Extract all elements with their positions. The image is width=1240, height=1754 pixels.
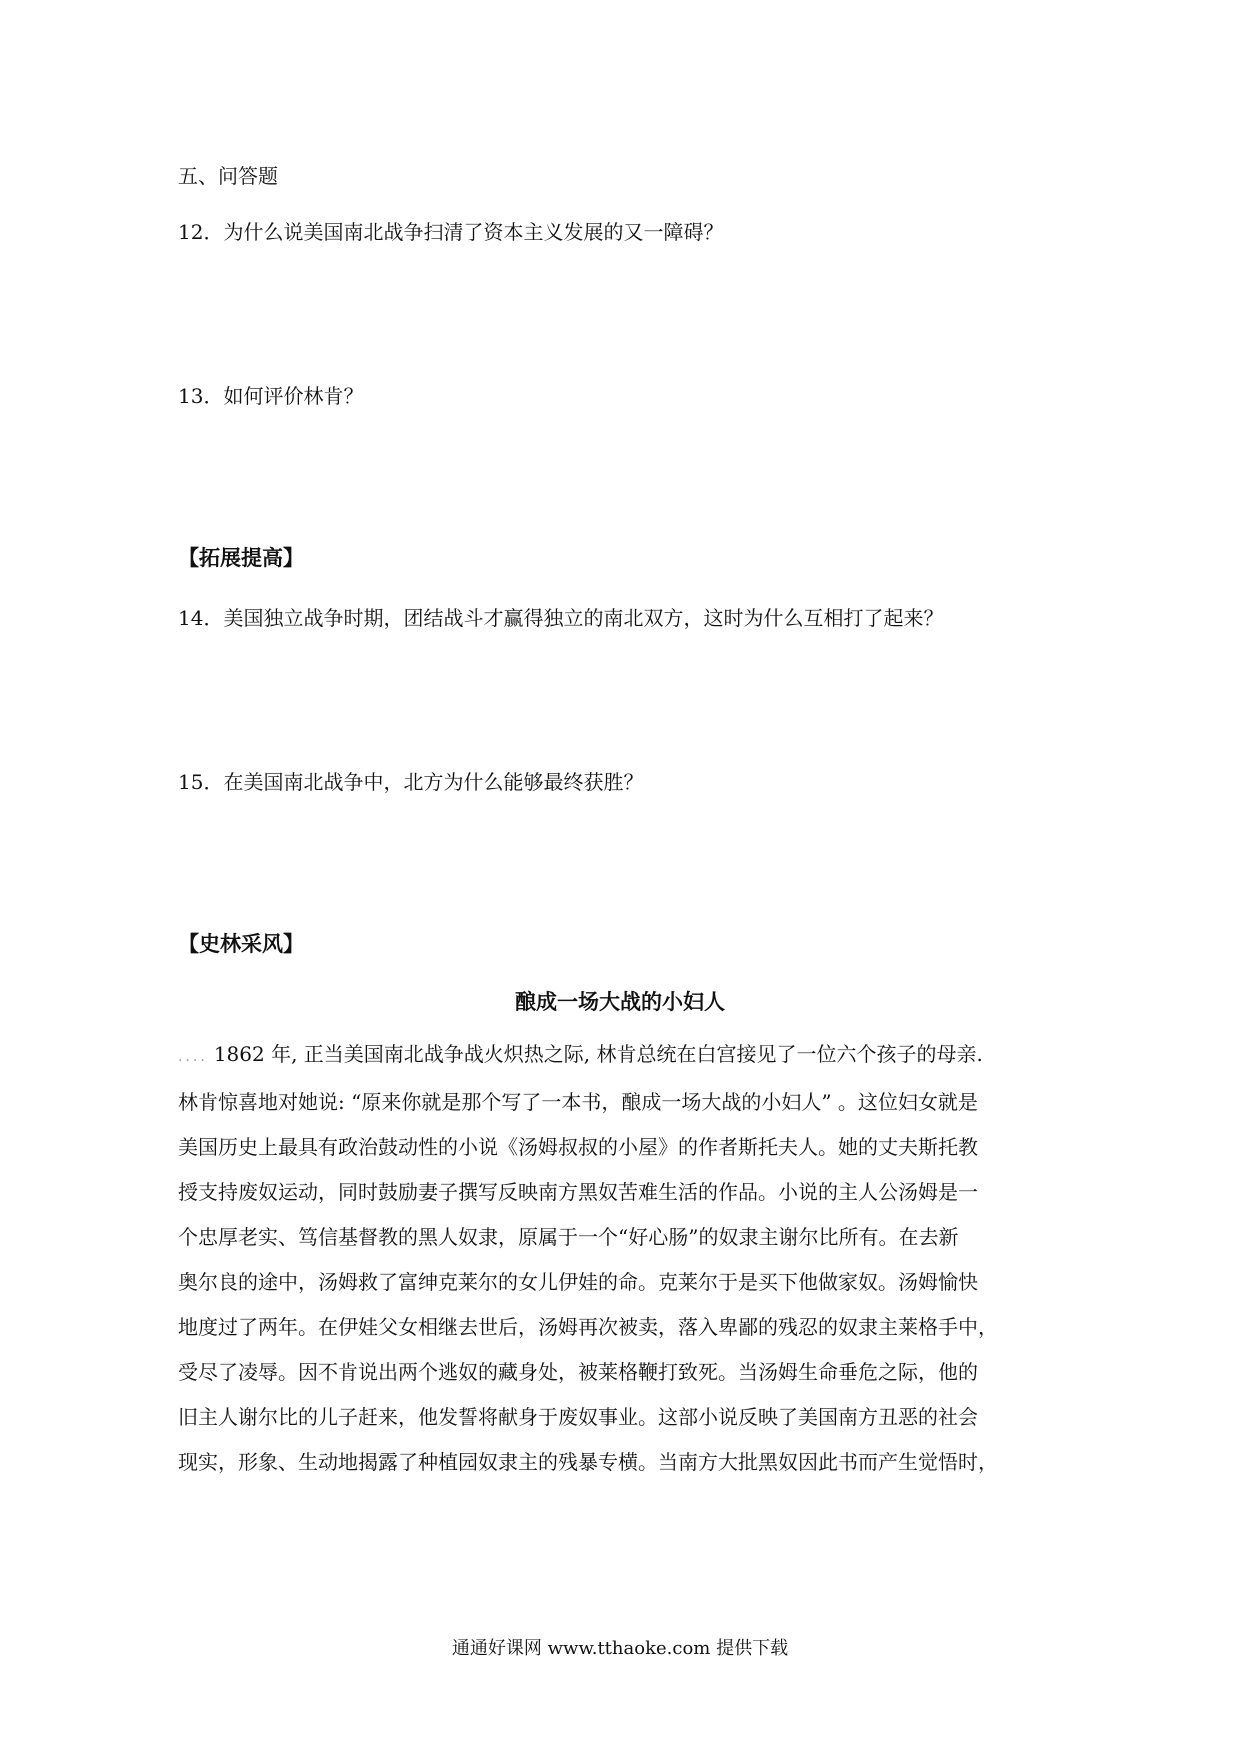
- article-line: 授支持废奴运动，同时鼓励妻子撰写反映南方黑奴苦难生活的作品。小说的主人公汤姆是一: [178, 1180, 978, 1204]
- article-line: 奥尔良的途中，汤姆救了富绅克莱尔的女儿伊娃的命。克莱尔于是买下他做家奴。汤姆愉快: [178, 1270, 978, 1294]
- section-heading-history: 【史林采风】: [178, 931, 304, 956]
- article-line: 旧主人谢尔比的儿子赶来，他发誓将献身于废奴事业。这部小说反映了美国南方丑恶的社会: [178, 1405, 978, 1429]
- question-13: 13．如何评价林肯？: [178, 384, 364, 408]
- page-footer: 通通好课网 www.tthaoke.com 提供下载: [451, 1638, 789, 1659]
- article-line: 地度过了两年。在伊娃父女相继去世后，汤姆再次被卖，落入卑鄙的残忍的奴隶主莱格手中，: [178, 1315, 998, 1339]
- article-body: [178, 1032, 1062, 1485]
- question-15: 15．在美国南北战争中，北方为什么能够最终获胜？: [178, 770, 644, 794]
- article-line: 现实，形象、生动地揭露了种植园奴隶主的残暴专横。当南方大批黑奴因此书而产生觉悟时，: [178, 1450, 998, 1474]
- question-12: 12．为什么说美国南北战争扫清了资本主义发展的又一障碍？: [178, 220, 724, 244]
- article-title: 酿成一场大战的小妇人: [515, 989, 725, 1014]
- question-14: 14．美国独立战争时期，团结战斗才赢得独立的南北双方，这时为什么互相打了起来？: [178, 606, 944, 630]
- section-heading-extension: 【拓展提高】: [178, 545, 304, 570]
- leading-dots: ....: [178, 1049, 208, 1065]
- article-line: 受尽了凌辱。因不肯说出两个逃奴的藏身处，被莱格鞭打致死。当汤姆生命垂危之际，他的: [178, 1360, 978, 1384]
- section-heading-qa: 五、问答题: [178, 164, 278, 188]
- article-line: .... 1862 年, 正当美国南北战争战火炽热之际, 林肯总统在白宫接见了一位六个孩子的母亲.: [178, 1042, 983, 1066]
- article-line: 个忠厚老实、笃信基督教的黑人奴隶，原属于一个“好心肠”的奴隶主谢尔比所有。在去新: [178, 1225, 959, 1249]
- article-line: 美国历史上最具有政治鼓动性的小说《汤姆叔叔的小屋》的作者斯托夫人。她的丈夫斯托教: [178, 1135, 978, 1159]
- article-line: 林肯惊喜地对她说: “原来你就是那个写了一本书，酿成一场大战的小妇人” 。这位妇女就是: [178, 1090, 978, 1114]
